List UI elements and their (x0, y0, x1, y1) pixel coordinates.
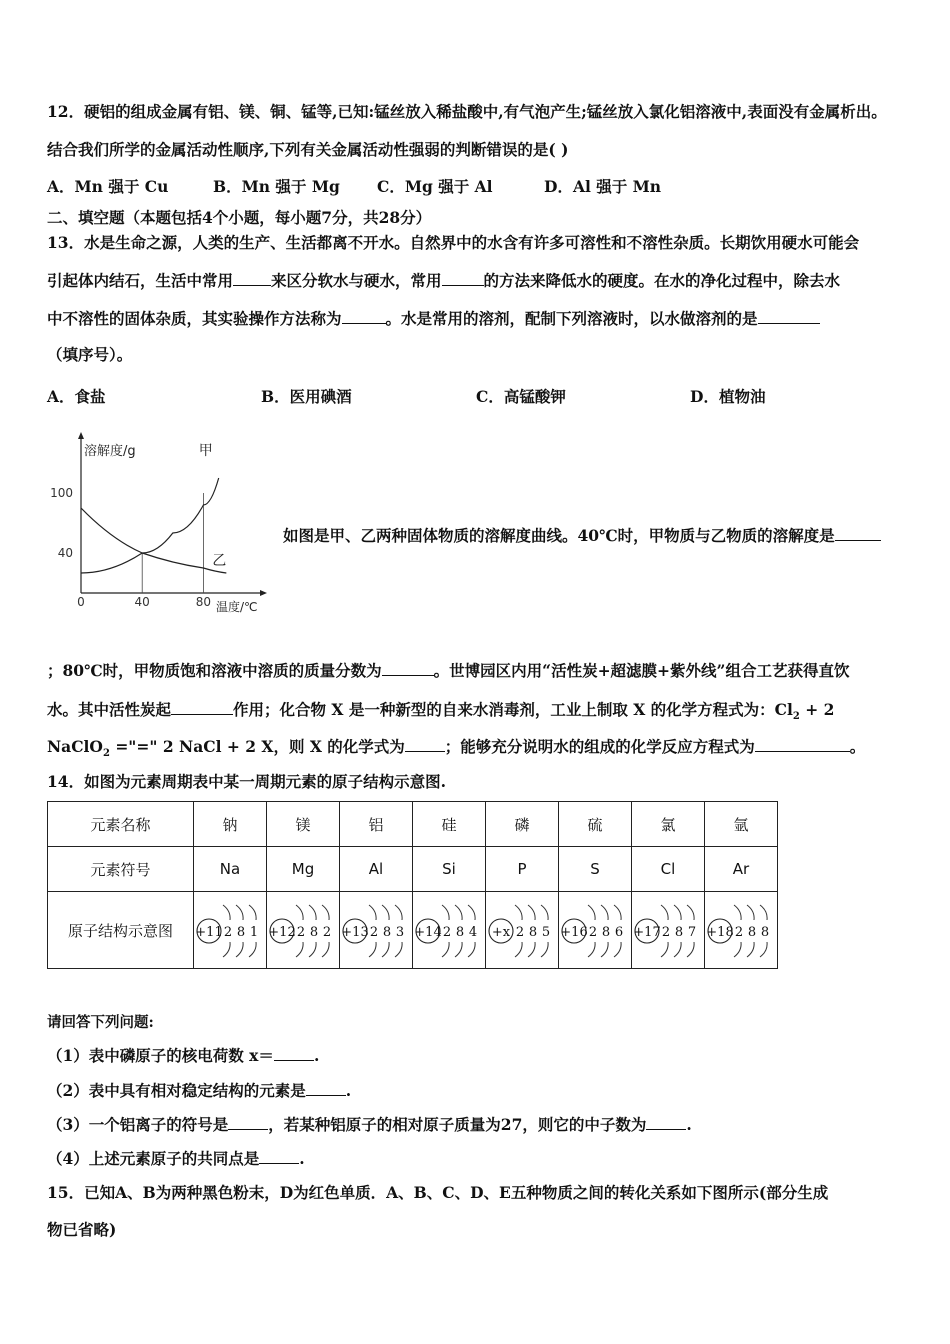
q13-line7-part3: ；能够充分说明水的组成的化学反应方程式为 (444, 737, 755, 756)
x-tick-label: 80 (195, 595, 212, 609)
electron-count: 8 (674, 925, 684, 940)
answer-blank (342, 308, 386, 324)
period: . (299, 1149, 305, 1168)
electron-shell-arc (734, 905, 741, 920)
q14-sub2-text: （2）表中具有相对稳定结构的元素是 (47, 1081, 306, 1100)
chart-question: 如图是甲、乙两种固体物质的溶解度曲线。40℃时，甲物质与乙物质的溶解度是 (283, 526, 835, 545)
element-name: 磷 (486, 802, 559, 847)
electron-shell-arc (687, 905, 694, 920)
series-line-乙 (81, 508, 226, 573)
q13-line5 (47, 660, 849, 681)
electron-shell-arc (528, 942, 535, 957)
electron-count: 2 (588, 925, 598, 940)
atom-diagram-icon (486, 895, 558, 965)
row-header: 原子结构示意图 (48, 892, 194, 969)
q13-line5-part2: 。世博园区内用“活性炭+超滤膜+紫外线”组合工艺获得直饮 (433, 661, 850, 680)
electron-shell-arc (601, 942, 608, 957)
electron-shell-arc (515, 942, 522, 957)
q13-line1: 13．水是生命之源，人类的生产、生活都离不开水。自然界中的水含有许多可溶性和不溶性杂质。长期饮用硬水可能会 (47, 233, 860, 252)
q12-option-c: C．Mg 强于 Al (377, 177, 493, 196)
series-label: 甲 (198, 443, 213, 459)
atom-cell (632, 892, 705, 969)
atom-cell (267, 892, 340, 969)
element-name: 铝 (340, 802, 413, 847)
periodic-table (47, 801, 778, 969)
electron-shell-arc (296, 905, 303, 920)
electron-count: 8 (760, 925, 770, 940)
q15-line2: 物已省略) (47, 1220, 117, 1239)
q14-sub4-text: （4）上述元素原子的共同点是 (47, 1149, 260, 1168)
y-axis-label: 溶解度/g (84, 444, 136, 459)
element-symbol: Na (194, 847, 267, 892)
x-tick-label: 0 (77, 595, 85, 609)
electron-shell-arc (395, 905, 402, 920)
period: . (345, 1081, 352, 1100)
electron-count: 2 (734, 925, 744, 940)
electron-shell-arc (588, 905, 595, 920)
q13-line2-part2: 来区分软水与硬水，常用 (271, 271, 442, 290)
solubility-chart (40, 430, 280, 620)
element-symbol: Ar (705, 847, 778, 892)
q14-sub4 (47, 1148, 305, 1169)
element-symbol: Cl (632, 847, 705, 892)
electron-shell-arc (661, 942, 668, 957)
electron-shell-arc (395, 942, 402, 957)
element-symbol: Al (340, 847, 413, 892)
element-name: 氯 (632, 802, 705, 847)
subscript: 2 (792, 711, 800, 723)
answer-blank (755, 736, 850, 752)
atom-diagram-icon (705, 895, 777, 965)
q12-option-a: A．Mn 强于 Cu (47, 177, 169, 196)
y-tick-label: 100 (50, 486, 73, 500)
electron-count: 7 (687, 925, 697, 940)
q13-line2-part1: 引起体内结石，生活中常用 (47, 271, 234, 290)
row-header: 元素名称 (48, 802, 194, 847)
nucleus-charge: +16 (560, 925, 588, 940)
atom-diagram-icon (267, 895, 339, 965)
table-row (48, 847, 778, 892)
electron-shell-arc (455, 905, 462, 920)
electron-count: 2 (296, 925, 306, 940)
electron-shell-arc (382, 905, 389, 920)
q13-line5-part1: ；80℃时，甲物质饱和溶液中溶质的质量分数为 (47, 661, 382, 680)
element-name: 氩 (705, 802, 778, 847)
answer-blank (228, 1114, 268, 1130)
electron-shell-arc (296, 942, 303, 957)
element-name: 硅 (413, 802, 486, 847)
electron-shell-arc (249, 942, 256, 957)
q13-option-c: C．高锰酸钾 (476, 387, 566, 406)
x-axis-arrow-icon (260, 590, 267, 596)
nucleus-charge: +14 (414, 925, 442, 940)
electron-count: 8 (382, 925, 392, 940)
q13-option-b: B．医用碘酒 (261, 387, 352, 406)
electron-count: 8 (309, 925, 319, 940)
electron-shell-arc (674, 905, 681, 920)
table-row (48, 802, 778, 847)
electron-shell-arc (760, 905, 767, 920)
atom-cell (340, 892, 413, 969)
electron-count: 2 (442, 925, 452, 940)
atom-cell (705, 892, 778, 969)
atom-diagram-icon (559, 895, 631, 965)
electron-shell-arc (223, 942, 230, 957)
q13-line6-part3: + 2 (799, 700, 835, 719)
x-axis-label: 温度/℃ (216, 600, 258, 614)
electron-shell-arc (309, 905, 316, 920)
q12-option-d: D．Al 强于 Mn (544, 177, 662, 196)
q14-sub3 (47, 1114, 692, 1135)
electron-shell-arc (468, 905, 475, 920)
answer-blank (382, 660, 434, 676)
series-line-甲 (81, 478, 219, 573)
electron-shell-arc (601, 905, 608, 920)
chart-question-text (283, 525, 881, 546)
electron-count: 2 (322, 925, 332, 940)
electron-shell-arc (661, 905, 668, 920)
q13-line3 (47, 308, 820, 329)
electron-shell-arc (369, 905, 376, 920)
electron-count: 8 (601, 925, 611, 940)
period: . (313, 1046, 320, 1065)
electron-shell-arc (309, 942, 316, 957)
element-symbol: S (559, 847, 632, 892)
electron-count: 8 (747, 925, 757, 940)
electron-shell-arc (588, 942, 595, 957)
element-name: 镁 (267, 802, 340, 847)
electron-count: 1 (249, 925, 259, 940)
electron-shell-arc (322, 942, 329, 957)
q13-option-a: A．食盐 (47, 387, 106, 406)
answer-blank (274, 1045, 314, 1061)
q12-line2: 结合我们所学的金属活动性顺序,下列有关金属活动性强弱的判断错误的是( ) (47, 140, 569, 159)
nucleus-charge: +18 (706, 925, 734, 940)
answer-blank (259, 1148, 299, 1164)
element-symbol: Mg (267, 847, 340, 892)
answer-blank (758, 308, 820, 324)
q14-prompt: 请回答下列问题: (47, 1014, 154, 1031)
electron-shell-arc (541, 905, 548, 920)
q13-line7-part1: NaClO (47, 737, 103, 756)
answer-blank (233, 270, 271, 286)
q13-line6-part2: 作用；化合物 X 是一种新型的自来水消毒剂，工业上制取 X 的化学方程式为：Cl (233, 700, 793, 719)
electron-shell-arc (515, 905, 522, 920)
electron-count: 2 (515, 925, 525, 940)
atom-diagram-icon (413, 895, 485, 965)
q13-line3-part1: 中不溶性的固体杂质，其实验操作方法称为 (47, 309, 342, 328)
electron-shell-arc (760, 942, 767, 957)
electron-count: 2 (369, 925, 379, 940)
nucleus-charge: +12 (268, 925, 296, 940)
q13-line2 (47, 270, 840, 291)
electron-count: 5 (541, 925, 551, 940)
electron-count: 2 (223, 925, 233, 940)
table-row (48, 892, 778, 969)
electron-shell-arc (734, 942, 741, 957)
atom-diagram-icon (632, 895, 704, 965)
nucleus-charge: +11 (195, 925, 223, 940)
answer-blank (171, 699, 233, 715)
q13-line6 (47, 699, 834, 727)
element-name: 硫 (559, 802, 632, 847)
q14-sub1 (47, 1045, 319, 1066)
element-symbol: Si (413, 847, 486, 892)
electron-shell-arc (747, 905, 754, 920)
q14-sub2 (47, 1080, 351, 1101)
electron-count: 6 (614, 925, 624, 940)
electron-shell-arc (322, 905, 329, 920)
answer-blank (306, 1080, 346, 1096)
atom-cell (486, 892, 559, 969)
atom-diagram-icon (194, 895, 266, 965)
period: . (686, 1115, 692, 1134)
electron-count: 8 (528, 925, 538, 940)
atom-cell (413, 892, 486, 969)
answer-blank (835, 525, 881, 541)
q14-intro: 14．如图为元素周期表中某一周期元素的原子结构示意图. (47, 772, 446, 791)
q12-line1: 12．硬铝的组成金属有铝、镁、铜、锰等,已知:锰丝放入稀盐酸中,有气泡产生;锰丝放入氯化铝溶液中,表面没有金属析出。 (47, 102, 887, 121)
electron-count: 8 (455, 925, 465, 940)
q14-sub3-text-b: ，若某种铝原子的相对原子质量为27，则它的中子数为 (268, 1115, 647, 1134)
electron-count: 2 (661, 925, 671, 940)
electron-count: 4 (468, 925, 478, 940)
answer-blank (646, 1114, 686, 1130)
electron-shell-arc (747, 942, 754, 957)
electron-shell-arc (541, 942, 548, 957)
electron-shell-arc (528, 905, 535, 920)
q13-line4: （填序号）。 (47, 345, 133, 364)
series-label: 乙 (212, 553, 227, 569)
electron-shell-arc (614, 942, 621, 957)
q15-line1: 15．已知A、B为两种黑色粉末，D为红色单质．A、B、C、D、E五种物质之间的转化关系如下图所示(部分生成 (47, 1183, 829, 1202)
subscript: 2 (102, 748, 110, 760)
element-name: 钠 (194, 802, 267, 847)
q12-option-b: B．Mn 强于 Mg (213, 177, 340, 196)
atom-cell (194, 892, 267, 969)
electron-shell-arc (674, 942, 681, 957)
atom-cell (559, 892, 632, 969)
answer-blank (405, 736, 445, 752)
section-heading: 二、填空题（本题包括4个小题，每小题7分，共28分） (47, 208, 432, 227)
electron-shell-arc (455, 942, 462, 957)
electron-count: 8 (236, 925, 246, 940)
q14-sub1-text: （1）表中磷原子的核电荷数 x＝ (47, 1046, 274, 1065)
electron-shell-arc (442, 905, 449, 920)
q13-line7-end: 。 (849, 737, 866, 756)
q13-line7-part2: ="=" 2 NaCl + 2 X，则 X 的化学式为 (109, 737, 405, 756)
electron-shell-arc (468, 942, 475, 957)
electron-shell-arc (236, 942, 243, 957)
electron-shell-arc (442, 942, 449, 957)
x-tick-label: 40 (134, 595, 150, 609)
answer-blank (442, 270, 484, 286)
q13-line3-part2: 。水是常用的溶剂，配制下列溶液时，以水做溶剂的是 (385, 309, 758, 328)
q13-option-d: D．植物油 (690, 387, 766, 406)
electron-shell-arc (369, 942, 376, 957)
electron-shell-arc (382, 942, 389, 957)
electron-shell-arc (223, 905, 230, 920)
q13-line2-part3: 的方法来降低水的硬度。在水的净化过程中，除去水 (483, 271, 841, 290)
row-header: 元素符号 (48, 847, 194, 892)
y-axis-arrow-icon (78, 432, 84, 439)
q13-line6-part1: 水。其中活性炭起 (47, 700, 172, 719)
atom-diagram-icon (340, 895, 412, 965)
electron-shell-arc (236, 905, 243, 920)
electron-shell-arc (687, 942, 694, 957)
nucleus-charge: +x (491, 925, 511, 940)
q14-sub3-text-a: （3）一个铝离子的符号是 (47, 1115, 229, 1134)
nucleus-charge: +17 (633, 925, 661, 940)
y-tick-label: 40 (57, 546, 73, 560)
electron-shell-arc (614, 905, 621, 920)
nucleus-charge: +13 (341, 925, 369, 940)
electron-shell-arc (249, 905, 256, 920)
element-symbol: P (486, 847, 559, 892)
electron-count: 3 (395, 925, 405, 940)
q13-line7 (47, 736, 865, 764)
